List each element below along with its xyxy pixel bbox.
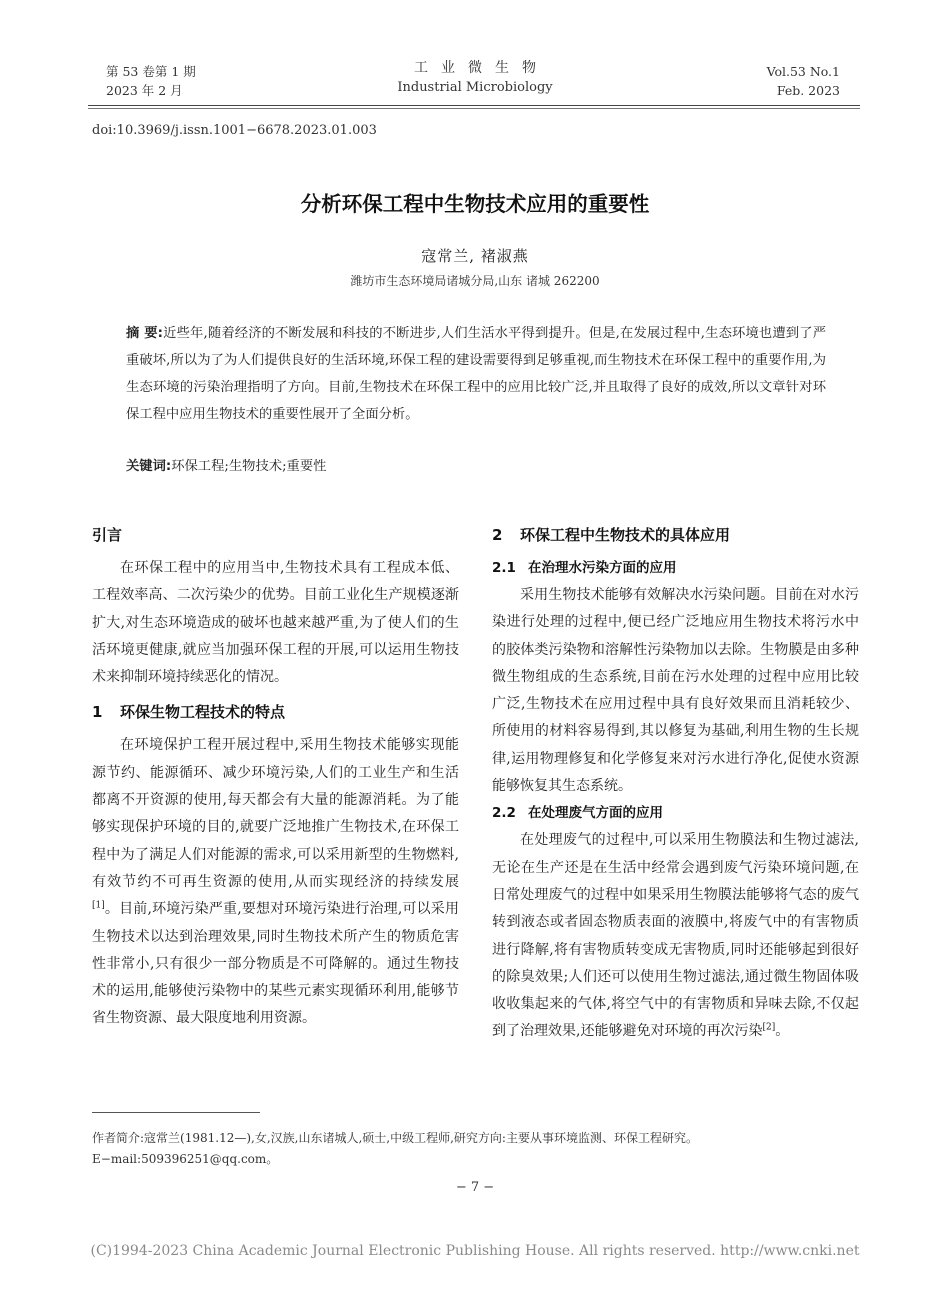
running-header-left bbox=[106, 62, 196, 100]
section-2-number: 2 bbox=[492, 526, 503, 544]
volume-issue-cn: 第 53 卷第 1 期 bbox=[106, 64, 196, 79]
keywords-text: 环保工程;生物技术;重要性 bbox=[171, 459, 327, 474]
citation-ref-1: [1] bbox=[92, 900, 105, 911]
section-2-2-title: 在处理废气方面的应用 bbox=[528, 805, 663, 822]
section-2-1-title: 在治理水污染方面的应用 bbox=[528, 560, 677, 576]
running-header-right bbox=[767, 62, 840, 100]
section-1-text-a: 在环境保护工程开展过程中,采用生物技术能够实现能源节约、能源循环、减少环境污染,人们的工业生产和生活都离不开资源的使用,每天都会有大量的能源消耗。为了能够实现保护环境的目的,就要广泛地推广生物技术,在环保工程中为了满足人们对能源的需求,可以采用新型的生物燃料,有效节约不可再生资源的使用,从而实现经济的持续发展 bbox=[92, 737, 459, 890]
abstract-label: 摘 要: bbox=[126, 326, 163, 341]
section-2-1-number: 2.1 bbox=[492, 560, 516, 576]
journal-name-cn: 工业微生物 bbox=[414, 60, 549, 76]
header-rule-thin bbox=[88, 108, 860, 109]
footnote-rule bbox=[92, 1112, 260, 1113]
section-2-1-paragraph: 采用生物技术能够有效解决水污染问题。目前在对水污染进行处理的过程中,便已经广泛地应用生物技术将污水中的胶体类污染物和溶解性污染物加以去除。生物膜是由多种微生物组成的生态系统,目前在污水处理的过程中应用比较广泛,生物技术在应用过程中具有良好效果而且消耗较少、所使用的材料容易得到,其以修复为基础,利用生物的生长规律,运用物理修复和化学修复来对污水进行净化,促使水资源能够恢复其生态系统。 bbox=[492, 587, 859, 795]
paper-title: 分析环保工程中生物技术应用的重要性 bbox=[300, 192, 650, 216]
section-2-2-text: 在处理废气的过程中,可以采用生物膜法和生物过滤法,无论在生产还是在生活中经常会遇到废气污染环境问题,在日常处理废气的过程中如果采用生物膜法能够将气态的废气转到液态或者固态物质表面的液膜中,将废气中的有害物质进行降解,将有害物质转变成无害物质,同时还能够起到很好的除臭效果;人们还可以使用生物过滤法,通过微生物固体吸收收集起来的气体,将空气中的有害物质和异味去除,不仅起到了治理效果,还能够避免对环境的再次污染 bbox=[492, 832, 859, 1040]
doi: doi:10.3969/j.issn.1001−6678.2023.01.003 bbox=[92, 123, 377, 138]
intro-heading: 引言 bbox=[92, 526, 123, 544]
abstract-text: 近些年,随着经济的不断发展和科技的不断进步,人们生活水平得到提升。但是,在发展过程中,生态环境也遭到了严重破坏,所以为了为人们提供良好的生活环境,环保工程的建设需要得到足够重视,而生物技术在环保工程中的重要作用,为生态环境的污染治理指明了方向。目前,生物技术在环保工程中的应用比较广泛,并且取得了良好的成效,所以文章针对环保工程中应用生物技术的重要性展开了全面分析。 bbox=[126, 326, 826, 422]
page-number: − 7 − bbox=[455, 1180, 495, 1195]
section-2-2-text-end: 。 bbox=[775, 1023, 790, 1040]
section-1-text-b: 。目前,环境污染严重,要想对环境污染进行治理,可以采用生物技术以达到治理效果,同时生物技术所产生的物质危害性非常小,只有很少一部分物质是不可降解的。通过生物技术的运用,能够使污染物中的某些元素实现循环利用,能够节省生物资源、最大限度地利用资源。 bbox=[92, 901, 459, 1027]
section-2-2-number: 2.2 bbox=[492, 805, 516, 822]
date-en: Feb. 2023 bbox=[776, 83, 840, 98]
right-column bbox=[492, 520, 859, 1046]
affiliation: 潍坊市生态环境局诸城分局,山东 诸城 262200 bbox=[350, 274, 600, 288]
section-1-paragraph bbox=[92, 732, 459, 1032]
section-1-title: 环保生物工程技术的特点 bbox=[120, 703, 286, 722]
section-2-heading bbox=[492, 520, 859, 551]
journal-name-en: Industrial Microbiology bbox=[397, 80, 553, 95]
copyright-watermark: (C)1994-2023 China Academic Journal Electronic Publishing House. All rights reserved. http://www.cnki.net bbox=[90, 1243, 860, 1259]
section-1-heading bbox=[92, 697, 459, 728]
citation-ref-2: [2] bbox=[762, 1022, 776, 1033]
authors: 寇常兰, 褚淑燕 bbox=[421, 247, 529, 265]
section-2-2-heading bbox=[492, 800, 859, 827]
section-2-title: 环保工程中生物技术的具体应用 bbox=[520, 526, 731, 544]
date-cn: 2023 年 2 月 bbox=[106, 83, 183, 98]
section-2-1-heading bbox=[492, 555, 859, 582]
author-footnote: 作者简介:寇常兰(1981.12—),女,汉族,山东诸城人,硕士,中级工程师,研究方向:主要从事环境监测、环保工程研究。E−mail:509396251@qq.com。 bbox=[92, 1131, 698, 1166]
abstract bbox=[126, 320, 826, 428]
keywords-label: 关键词: bbox=[126, 459, 172, 474]
intro-paragraph: 在环保工程中的应用当中,生物技术具有工程成本低、工程效率高、二次污染少的优势。目前工业化生产规模逐渐扩大,对生态环境造成的破坏也越来越严重,为了使人们的生活环境更健康,就应当加强环保工程的开展,可以运用生物技术来抑制环境持续恶化的情况。 bbox=[92, 560, 459, 686]
section-1-number: 1 bbox=[92, 703, 103, 722]
header-rule bbox=[88, 105, 860, 106]
volume-issue-en: Vol.53 No.1 bbox=[766, 64, 840, 79]
section-2-2-paragraph bbox=[492, 827, 859, 1045]
running-header-center bbox=[325, 58, 625, 98]
keywords bbox=[126, 453, 826, 480]
left-column bbox=[92, 520, 459, 1033]
